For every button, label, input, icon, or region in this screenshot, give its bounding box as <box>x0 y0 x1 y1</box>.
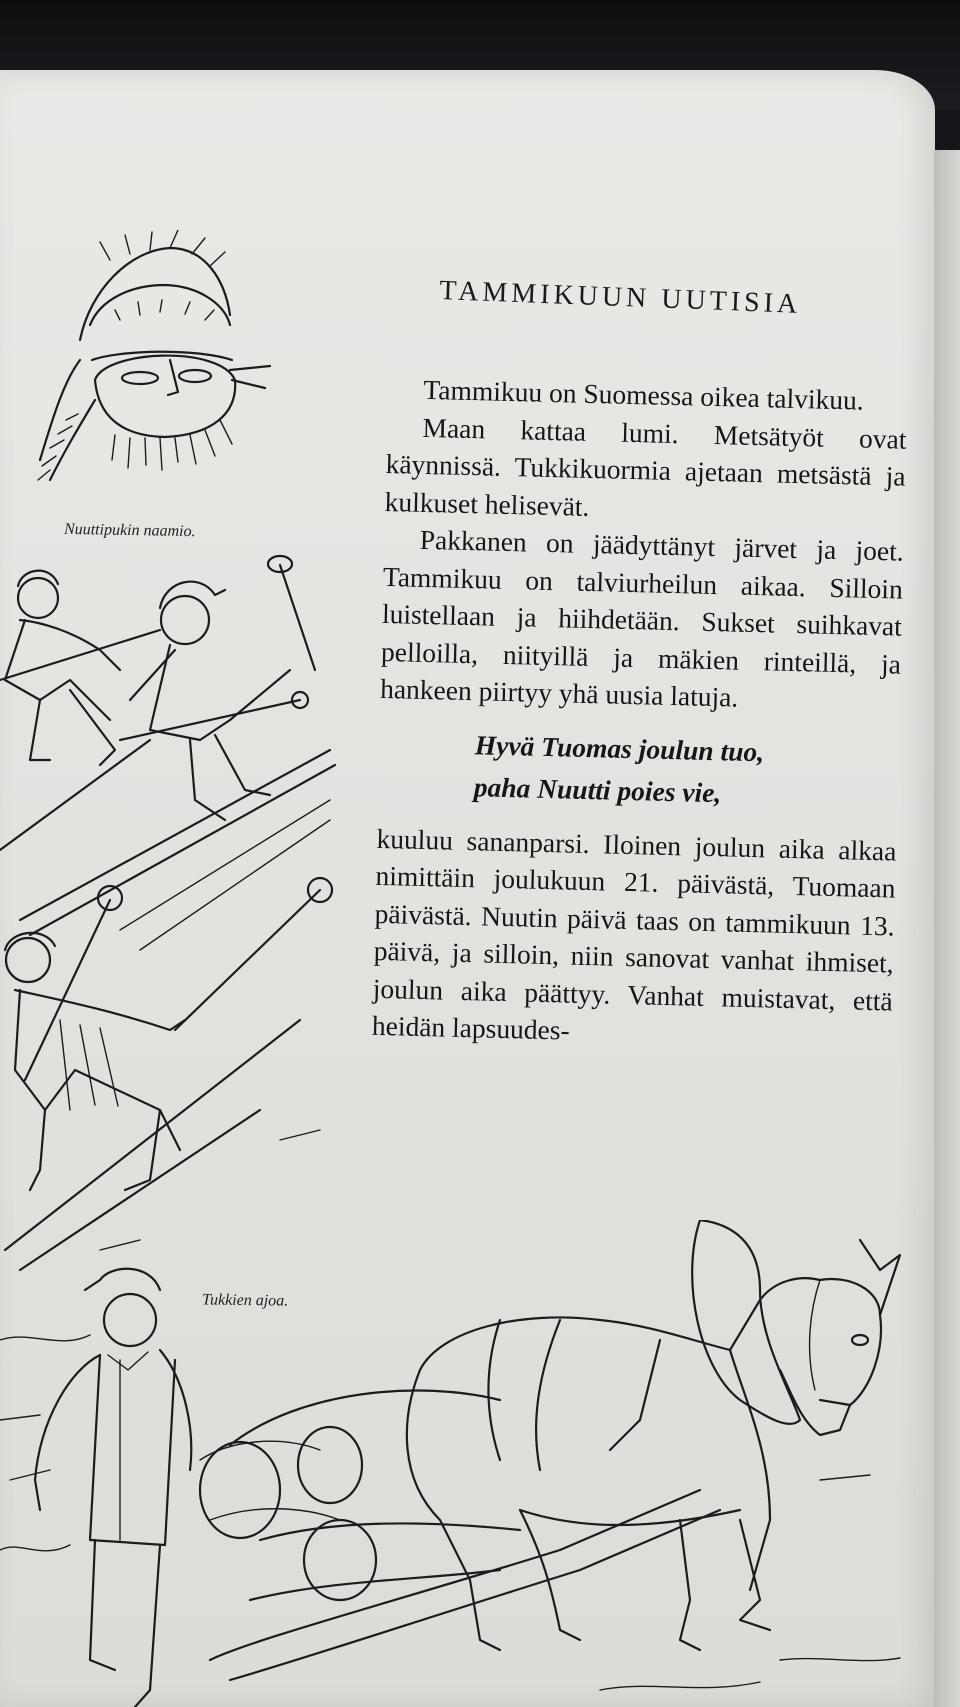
next-page-edge <box>934 150 960 1707</box>
page-title: TAMMIKUUN UUTISIA <box>438 275 802 320</box>
logging-caption: Tukkien ajoa. <box>201 1291 289 1310</box>
paragraph-2: Maan kattaa lumi. Metsätyöt ovat käynnissä. Tukkikuormia ajetaan metsästä ja kulkuset helisevät. <box>384 411 907 522</box>
skiers-illustration <box>0 550 345 1290</box>
article-body <box>372 370 908 1057</box>
paragraph-1: Tammikuu on Suomessa oikea talvikuu. <box>423 373 865 416</box>
paragraph-3: Pakkanen on jäädyttänyt järvet ja joet. Tammikuu on talviurheilun aikaa. Silloin luistellaan ja hiihdetään. Sukset suihkavat pelloilla, niityillä ja mäkien rinteillä, ja hankeen piirtyy yhä uusia latuja. <box>379 523 905 713</box>
book-page <box>0 70 935 1707</box>
paragraph-continuation: kuuluu sananparsi. Iloinen joulun aika alkaa nimittäin joulukuun 21. päivästä, Tuomaan päivästä. Nuutin päivä taas on tammikuun 13. päivä, ja silloin, niin sanovat vanhat ihmiset, joulun aika päättyy. Vanhat muistavat, että heidän lapsuudes- <box>371 822 897 1046</box>
straw-mask-illustration <box>20 230 280 520</box>
verse-line-1: Hyvä Tuomas joulun tuo, <box>474 728 765 767</box>
mask-caption: Nuuttipukin naamio. <box>63 520 196 541</box>
verse-line-2: paha Nuutti poies vie, <box>473 770 722 808</box>
horse-log-sled-illustration <box>0 1220 935 1707</box>
proverb-verse <box>377 721 899 818</box>
